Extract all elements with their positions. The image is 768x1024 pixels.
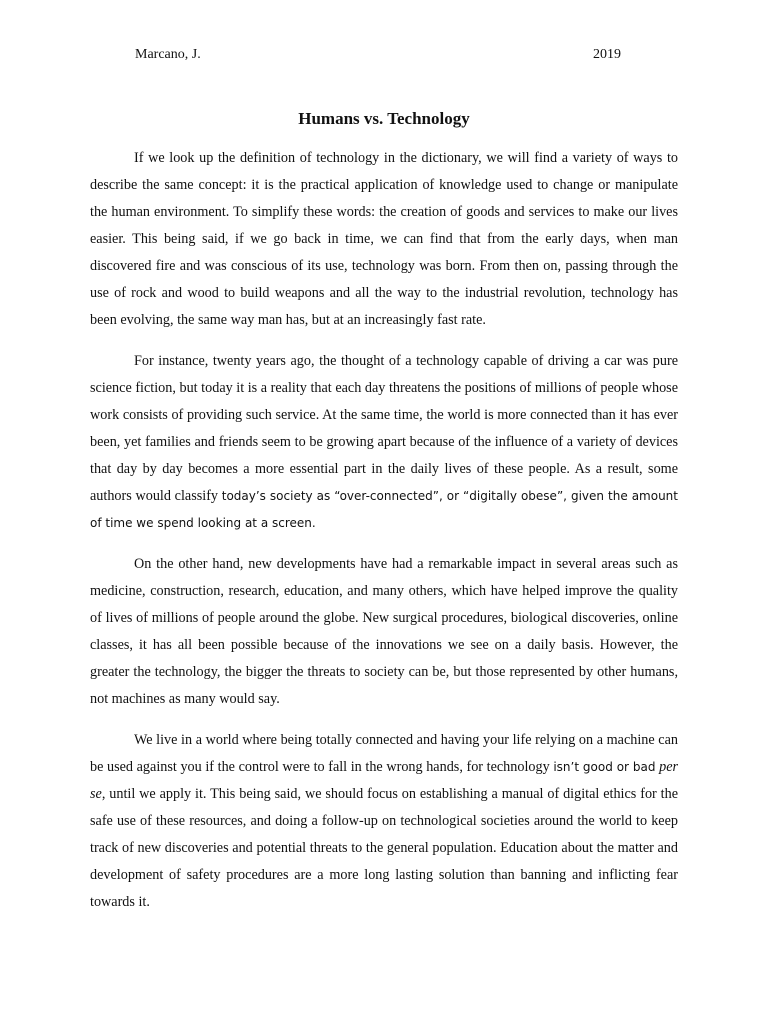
header-author: Marcano, J.: [135, 47, 201, 62]
paragraph-4-italic: per se: [90, 759, 679, 802]
paragraph-4: [90, 727, 678, 916]
paragraph-4-part-b: , until we apply it. This being said, we should focus on establishing a manual of digital ethics for the safe use of these resources, and doing a follow-up on technological societies around the world to keep track of new discoveries and potential threats to the general population. Education about the matter and development of safety procedures are a more long lasting solution than banning and inflicting fear towards it.: [90, 786, 678, 910]
document-title: Humans vs. Technology: [298, 109, 470, 128]
paragraph-2-alt-font: today’s society as “over-connected”, or “digitally obese”, given the amount of time we spend looking at a screen.: [90, 489, 678, 530]
header-year: 2019: [593, 47, 621, 62]
paragraph-4-part-a: We live in a world where being totally connected and having your life relying on a machine can be used against you if the control were to fall in the wrong hands, for technology: [90, 732, 678, 775]
paragraph-2-main: For instance, twenty years ago, the thought of a technology capable of driving a car was pure science fiction, but today it is a reality that each day threatens the positions of millions of people whose work consists of providing such service. At the same time, the world is more connected than it has ever been, yet families and friends seem to be growing apart because of the influence of a variety of devices that day by day becomes a more essential part in the daily lives of these people. As a result, some authors would classify: [90, 353, 678, 504]
paragraph-4-alt-font: isn’t good or bad: [553, 760, 656, 774]
paragraph-1: If we look up the definition of technology in the dictionary, we will find a variety of ways to describe the same concept: it is the practical application of knowledge used to change or manipulate the human environment. To simplify these words: the creation of goods and services to make our lives easier. This being said, if we go back in time, we can find that from the early days, when man discovered fire and was conscious of its use, technology was born. From then on, passing through the use of rock and wood to build weapons and all the way to the industrial revolution, technology has been evolving, the same way man has, but at an increasingly fast rate.: [90, 150, 678, 328]
paragraph-2: [90, 348, 678, 537]
document-body: [90, 145, 678, 930]
paragraph-3: On the other hand, new developments have had a remarkable impact in several areas such as medicine, construction, research, education, and many others, which have helped improve the quality of lives of millions of people around the globe. New surgical procedures, biological discoveries, online classes, it has all been possible because of the innovations we see on a daily basis. However, the greater the technology, the bigger the threats to society can be, but those represented by other humans, not machines as many would say.: [90, 556, 678, 707]
